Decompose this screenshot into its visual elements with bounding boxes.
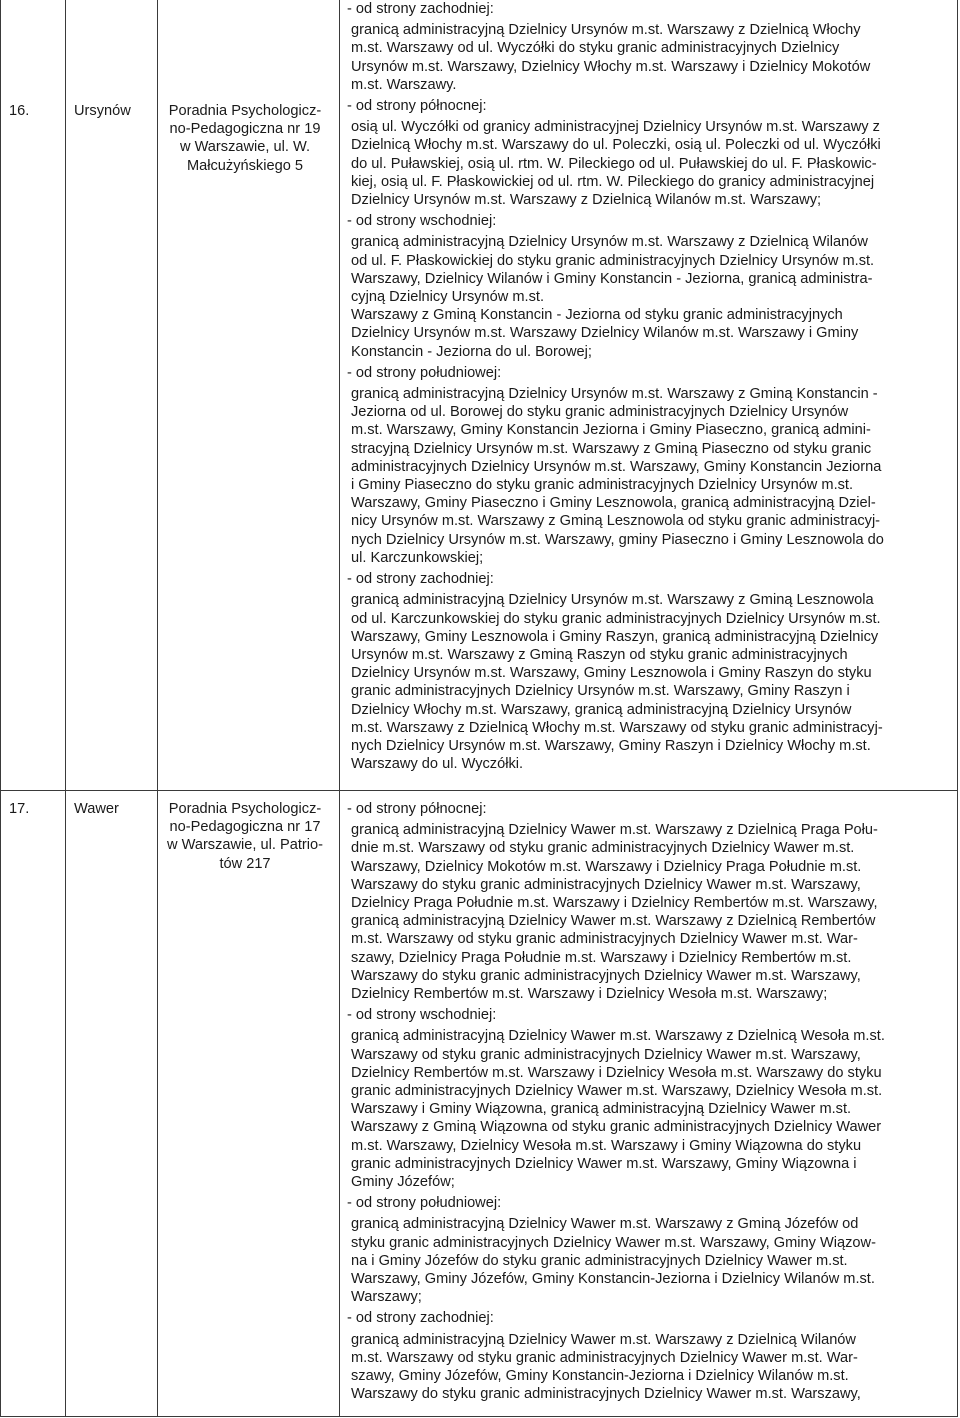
clinic-line: Poradnia Psychologicz- [168, 801, 322, 817]
boundary-text-line: od ul. F. Płaskowickiej do styku granic administracyjnych Dzielnicy Ursynów m.st. [351, 252, 875, 269]
side-heading: - od strony zachodniej: [347, 1310, 494, 1327]
boundary-text-line: Warszawy do styku granic administracyjnych Dzielnicy Wawer m.st. Warszawy, [351, 876, 861, 893]
boundary-text-line: Warszawy z Gminą Konstancin - Jeziorna od styku granic administracyjnych [351, 307, 843, 324]
boundary-text-line: Ursynów m.st. Warszawy, Dzielnicy Włochy m.st. Warszawy i Dzielnicy Mokotów [351, 58, 871, 75]
boundary-text-line: Konstancin - Jeziorna do ul. Borowej; [351, 343, 592, 360]
row-number: 17. [9, 801, 30, 817]
boundary-text-line: cyjną Dzielnicy Ursynów m.st. [351, 289, 545, 306]
boundary-text-line: osią ul. Wyczółki od granicy administracyjnej Dzielnicy Ursynów m.st. Warszawy z [351, 119, 880, 136]
boundary-text-line: m.st. Warszawy od styku granic administracyjnych Dzielnicy Wawer m.st. War- [351, 931, 858, 948]
boundary-text-line: m.st. Warszawy z Dzielnicą Włochy m.st. Warszawy od styku granic administracyj- [351, 719, 883, 736]
boundary-text-line: Warszawy z Gminą Wiązowna od styku granic administracyjnych Dzielnicy Wawer [351, 1119, 882, 1136]
boundary-text-line: Dzielnicy Ursynów m.st. Warszawy z Dzielnicą Wilanów m.st. Warszawy; [351, 192, 822, 209]
boundary-text-line: styku granic administracyjnych Dzielnicy Wawer m.st. Warszawy, Gminy Wiązow- [351, 1234, 876, 1251]
boundary-text-line: Warszawy i Gminy Wiązowna, granicą administracyjną Dzielnicy Wawer m.st. [351, 1101, 852, 1118]
boundary-text-line: m.st. Warszawy. [351, 76, 457, 93]
boundary-text-line: granic administracyjnych Dzielnicy Wawer m.st. Warszawy, Dzielnicy Wesoła m.st. [351, 1083, 883, 1100]
boundary-text-line: m.st. Warszawy, Dzielnicy Wesoła m.st. Warszawy i Gminy Wiązowna do styku [351, 1137, 862, 1154]
boundary-text-line: granicą administracyjną Dzielnicy Ursynów m.st. Warszawy z Gminą Konstancin - [351, 386, 878, 403]
clinic-line: Małcużyńskiego 5 [187, 157, 303, 174]
boundary-text-line: ul. Karczunkowskiej; [351, 549, 484, 566]
boundary-text-line: administracyjnych Dzielnicy Ursynów m.st. Warszawy, Gminy Konstancin Jeziorna [351, 458, 882, 475]
side-heading: - od strony zachodniej: [347, 1, 494, 17]
boundary-text-line: na i Gminy Józefów do styku granic administracyjnych Dzielnicy Wawer m.st. [351, 1252, 848, 1269]
boundary-text-line: kiej, osią ul. F. Płaskowickiej od ul. rtm. W. Pileckiego do granicy administracyjnej [351, 173, 875, 190]
clinic-line: w Warszawie, ul. Patrio- [167, 837, 323, 854]
clinic-address [160, 102, 330, 175]
side-heading: - od strony północnej: [347, 98, 487, 115]
side-heading: - od strony południowej: [347, 1195, 502, 1212]
boundary-text-line: granicą administracyjną Dzielnicy Ursynów m.st. Warszawy z Dzielnicą Włochy [351, 22, 861, 39]
clinic-line: Poradnia Psychologicz- [168, 103, 322, 119]
boundary-text-line: nych Dzielnicy Ursynów m.st. Warszawy, Gminy Raszyn i Dzielnicy Włochy m.st. [351, 737, 871, 754]
boundary-text-line: i Gminy Piaseczno do styku granic administracyjnych Dzielnicy Ursynów m.st. [351, 477, 854, 494]
boundary-text-line: granicą administracyjną Dzielnicy Ursynów m.st. Warszawy z Dzielnicą Wilanów [351, 234, 868, 251]
side-heading: - od strony zachodniej: [347, 571, 494, 588]
boundary-text-line: granicą administracyjną Dzielnicy Wawer m.st. Warszawy z Dzielnicą Wilanów [351, 1331, 856, 1348]
row-number: 16. [9, 103, 30, 119]
boundary-text-line: Warszawy, Dzielnicy Wilanów i Gminy Konstancin - Jeziorna, granicą administra- [351, 270, 873, 287]
boundary-description [347, 800, 953, 1407]
side-heading: - od strony wschodniej: [347, 213, 497, 230]
boundary-text-line: nych Dzielnicy Ursynów m.st. Warszawy, gminy Piaseczno i Gminy Lesznowola do [351, 531, 884, 548]
boundary-text-line: Warszawy od styku granic administracyjnych Dzielnicy Wawer m.st. Warszawy, [351, 1046, 861, 1063]
side-heading: - od strony północnej: [347, 801, 487, 817]
clinic-address [160, 800, 330, 873]
table-border-left [0, 0, 1, 1417]
boundary-text-line: granicą administracyjną Dzielnicy Wawer m.st. Warszawy z Dzielnicą Rembertów [351, 913, 876, 930]
boundary-text-line: Gminy Józefów; [351, 1174, 455, 1191]
boundary-text-line: Dzielnicą Włochy m.st. Warszawy do ul. Poleczki, osią ul. Poleczki od ul. Wyczółki [351, 137, 881, 154]
district-name: Wawer [74, 801, 119, 817]
clinic-line: no-Pedagogiczna nr 19 [169, 121, 321, 138]
boundary-text-line: Warszawy, Gminy Józefów, Gminy Konstancin-Jeziorna i Dzielnicy Wilanów m.st. [351, 1271, 875, 1288]
boundary-description [347, 0, 953, 776]
table-border-right [957, 0, 958, 1417]
boundary-text-line: granicą administracyjną Dzielnicy Wawer m.st. Warszawy z Dzielnicą Praga Połu- [351, 822, 878, 839]
boundary-text-line: Jeziorna od ul. Borowej do styku granic administracyjnych Dzielnicy Ursynów [351, 404, 849, 421]
boundary-text-line: Dzielnicy Włochy m.st. Warszawy, granicą administracyjną Dzielnicy Ursynów [351, 701, 852, 718]
clinic-line: no-Pedagogiczna nr 17 [169, 819, 321, 836]
clinic-line: w Warszawie, ul. W. [179, 139, 310, 156]
boundary-text-line: do ul. Puławskiej, osią ul. rtm. W. Pileckiego od ul. Puławskiej do ul. F. Płaskowic- [351, 155, 877, 172]
boundary-text-line: Warszawy, Gminy Piaseczno i Gminy Lesznowola, granicą administracyjną Dziel- [351, 495, 876, 512]
side-heading: - od strony południowej: [347, 364, 502, 381]
side-heading: - od strony wschodniej: [347, 1007, 497, 1024]
boundary-text-line: Warszawy do styku granic administracyjnych Dzielnicy Wawer m.st. Warszawy, [351, 1386, 861, 1403]
clinic-line: tów 217 [219, 855, 271, 872]
table-border-bottom [1, 1416, 958, 1417]
boundary-text-line: granicą administracyjną Dzielnicy Wawer m.st. Warszawy z Dzielnicą Wesoła m.st. [351, 1028, 885, 1045]
boundary-text-line: granic administracyjnych Dzielnicy Ursynów m.st. Warszawy, Gminy Raszyn i [351, 683, 850, 700]
boundary-text-line: granicą administracyjną Dzielnicy Wawer m.st. Warszawy z Gminą Józefów od [351, 1216, 859, 1233]
boundary-text-line: m.st. Warszawy od styku granic administracyjnych Dzielnicy Wawer m.st. War- [351, 1349, 858, 1366]
boundary-text-line: m.st. Warszawy od ul. Wyczółki do styku granic administracyjnych Dzielnicy [351, 40, 840, 57]
boundary-text-line: m.st. Warszawy, Gminy Konstancin Jeziorna i Gminy Piaseczno, granicą admini- [351, 422, 871, 439]
boundary-text-line: Dzielnicy Rembertów m.st. Warszawy i Dzielnicy Wesoła m.st. Warszawy do styku [351, 1064, 882, 1081]
boundary-text-line: Warszawy do styku granic administracyjnych Dzielnicy Wawer m.st. Warszawy, [351, 967, 861, 984]
column-divider [157, 0, 158, 1417]
boundary-text-line: dnie m.st. Warszawy od styku granic administracyjnych Dzielnicy Wawer m.st. [351, 840, 855, 857]
boundary-text-line: Dzielnicy Praga Południe m.st. Warszawy i Dzielnicy Rembertów m.st. Warszawy, [351, 895, 878, 912]
boundary-text-line: Warszawy, Gminy Lesznowola i Gminy Raszyn, granicą administracyjną Dzielnicy [351, 628, 879, 645]
boundary-text-line: od ul. Karczunkowskiej do styku granic administracyjnych Dzielnicy Ursynów m.st. [351, 610, 881, 627]
boundary-text-line: Dzielnicy Rembertów m.st. Warszawy i Dzielnicy Wesoła m.st. Warszawy; [351, 986, 828, 1003]
boundary-text-line: granic administracyjnych Dzielnicy Wawer m.st. Warszawy, Gminy Wiązowna i [351, 1155, 857, 1172]
column-divider [339, 0, 340, 1417]
boundary-text-line: Dzielnicy Ursynów m.st. Warszawy, Gminy Lesznowola i Gminy Raszyn do styku [351, 665, 872, 682]
row-divider [1, 790, 958, 791]
boundary-text-line: stracyjną Dzielnicy Ursynów m.st. Warszawy z Gminą Piaseczno od styku granic [351, 440, 872, 457]
district-name: Ursynów [74, 103, 131, 119]
boundary-text-line: szawy, Gminy Józefów, Gminy Konstancin-Jeziorna i Dzielnicy Wilanów m.st. [351, 1368, 849, 1385]
boundary-text-line: Dzielnicy Ursynów m.st. Warszawy Dzielnicy Wilanów m.st. Warszawy i Gminy [351, 325, 859, 342]
boundary-text-line: szawy, Dzielnicy Praga Południe m.st. Warszawy i Dzielnicy Rembertów m.st. [351, 949, 852, 966]
boundary-text-line: Warszawy; [351, 1289, 422, 1306]
boundary-text-line: Warszawy do ul. Wyczółki. [351, 756, 524, 773]
boundary-text-line: Ursynów m.st. Warszawy z Gminą Raszyn od styku granic administracyjnych [351, 646, 848, 663]
column-divider [65, 0, 66, 1417]
boundary-text-line: nicy Ursynów m.st. Warszawy z Gminą Lesznowola od styku granic administracyj- [351, 513, 881, 530]
boundary-text-line: granicą administracyjną Dzielnicy Ursynów m.st. Warszawy z Gminą Lesznowola [351, 592, 874, 609]
boundary-text-line: Warszawy, Dzielnicy Mokotów m.st. Warszawy i Dzielnicy Praga Południe m.st. [351, 858, 862, 875]
